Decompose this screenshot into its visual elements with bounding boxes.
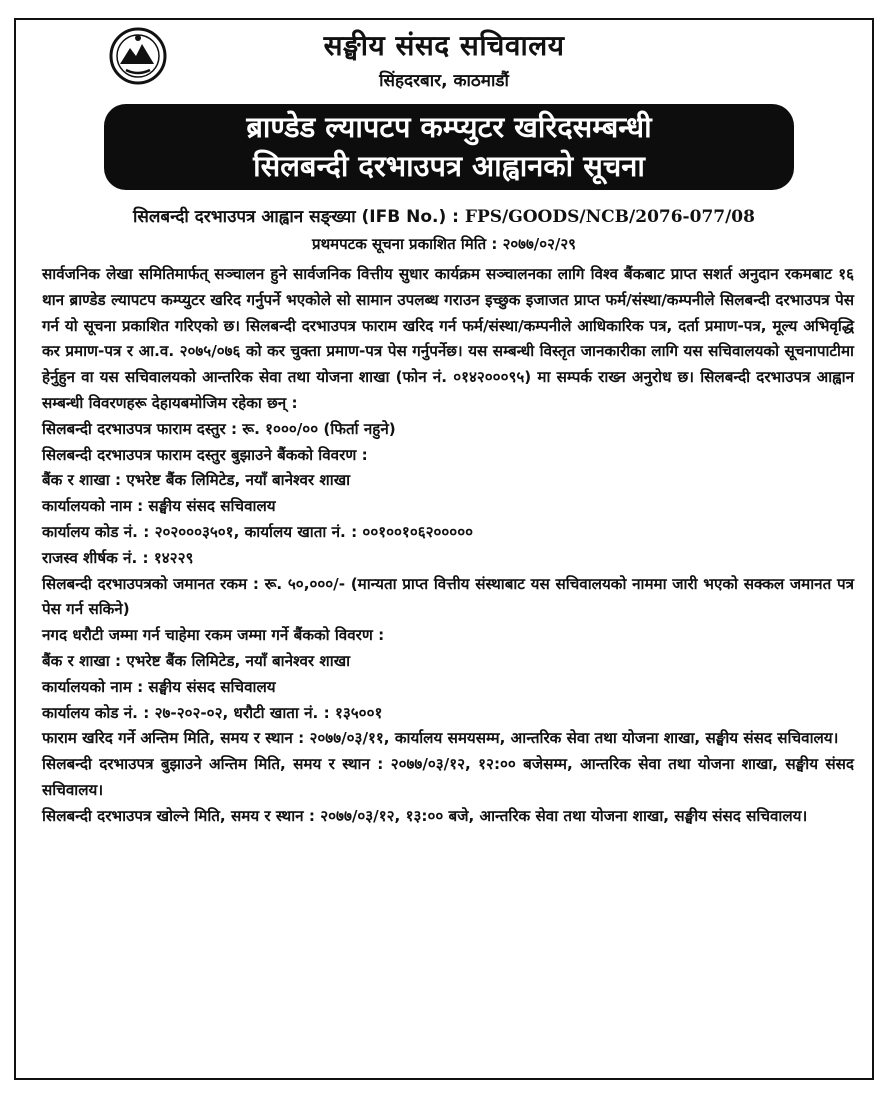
detail-line: सिलबन्दी दरभाउपत्र फाराम दस्तुर बुझाउने बैंकको विवरण : (42, 445, 368, 464)
detail-line: कार्यालय कोड नं. : २०२०००३५०१, कार्यालय खाता नं. : ००१००१०६२००००० (42, 522, 474, 541)
detail-line: कार्यालयको नाम : सङ्घीय संसद सचिवालय (42, 497, 276, 516)
cash-detail-line: बैंक र शाखा : एभरेष्ट बैंक लिमिटेड, नयाँ बानेश्वर शाखा (42, 651, 351, 670)
ifb-number-line (16, 204, 872, 227)
detail-line: सिलबन्दी दरभाउपत्र फाराम दस्तुर : रू. १०००/०० (फिर्ता नहुने) (42, 419, 396, 438)
ifb-number: FPS/GOODS/NCB/2076-077/08 (464, 207, 755, 227)
deadline-bid-submission: सिलबन्दी दरभाउपत्र बुझाउने अन्तिम मिति, समय र स्थान : २०७७/०३/१२, १२:०० बजेसम्म, आन्तरिक सेवा तथा योजना शाखा, सङ्घीय संसद सचिवालय। (42, 755, 854, 799)
cash-detail-line: कार्यालयको नाम : सङ्घीय संसद सचिवालय (42, 677, 276, 696)
cash-detail-line: नगद धरौटी जम्मा गर्न चाहेमा रकम जम्मा गर्ने बैंकको विवरण : (42, 626, 385, 645)
organization-title: सङ्घीय संसद सचिवालय (323, 29, 565, 62)
notice-body (42, 262, 854, 830)
banner-line-1: ब्राण्डेड ल्यापटप कम्प्युटर खरिदसम्बन्धी (246, 110, 652, 144)
cash-detail-line: कार्यालय कोड नं. : २७-२०२-०२, धरौटी खाता नं. : १३५००१ (42, 703, 383, 722)
notice-page (14, 18, 874, 1080)
detail-line: बैंक र शाखा : एभरेष्ट बैंक लिमिटेड, नयाँ बानेश्वर शाखा (42, 471, 351, 490)
deadline-form-purchase: फाराम खरिद गर्ने अन्तिम मिति, समय र स्थान : २०७७/०३/११, कार्यालय समयसम्म, आन्तरिक सेवा तथा योजना शाखा, सङ्घीय संसद सचिवालय। (42, 729, 839, 748)
publication-date: प्रथमपटक सूचना प्रकाशित मिति : २०७७/०२/२९ (312, 235, 576, 253)
organization-location: सिंहदरबार, काठमाडौं (379, 71, 509, 91)
notice-banner (104, 104, 794, 190)
deadline-bid-opening: सिलबन्दी दरभाउपत्र खोल्ने मिति, समय र स्थान : २०७७/०३/१२, १३:०० बजे, आन्तरिक सेवा तथा योजना शाखा, सङ्घीय संसद सचिवालय। (42, 806, 808, 825)
ifb-label: सिलबन्दी दरभाउपत्र आह्वान सङ्ख्या (IFB No.) : (133, 207, 459, 227)
detail-line: राजस्व शीर्षक नं. : १४२२९ (42, 548, 194, 567)
body-paragraph: सार्वजनिक लेखा समितिमार्फत् सञ्चालन हुने सार्वजनिक वित्तीय सुधार कार्यक्रम सञ्चालनका लागि विश्व बैंकबाट प्राप्त सशर्त अनुदान रकमबाट १६ थान ब्राण्डेड ल्यापटप कम्प्युटर खरिद गर्नुपर्ने भएकोले सो सामान उपलब्ध गराउन इच्छुक इजाजत प्राप्त फर्म/संस्था/कम्पनीले सिलबन्दी दरभाउपत्र पेस गर्न यो सूचना प्रकाशित गरिएको छ। सिलबन्दी दरभाउपत्र फाराम खरिद गर्न फर्म/संस्था/कम्पनीले आधिकारिक पत्र, दर्ता प्रमाण-पत्र, मूल्य अभिवृद्धि कर प्रमाण-पत्र र आ.व. २०७५/०७६ को कर चुक्ता प्रमाण-पत्र पेस गर्नुपर्नेछ। यस सम्बन्धी विस्तृत जानकारीका लागि यस सचिवालयको सूचनापाटीमा हेर्नुहुन वा यस सचिवालयको आन्तरिक सेवा तथा योजना शाखा (फोन नं. ०१४२०००९५) मा सम्पर्क राख्न अनुरोध छ। सिलबन्दी दरभाउपत्र आह्वान सम्बन्धी विवरणहरू देहायबमोजिम रहेका छन् : (42, 265, 854, 412)
banner-line-2: सिलबन्दी दरभाउपत्र आह्वानको सूचना (253, 149, 645, 183)
deposit-paragraph: सिलबन्दी दरभाउपत्रको जमानत रकम : रू. ५०,०००/- (मान्यता प्राप्त वित्तीय संस्थाबाट यस सचिवालयको नाममा जारी भएको सक्कल जमानत पत्र पेस गर्न सकिने) (42, 574, 854, 619)
